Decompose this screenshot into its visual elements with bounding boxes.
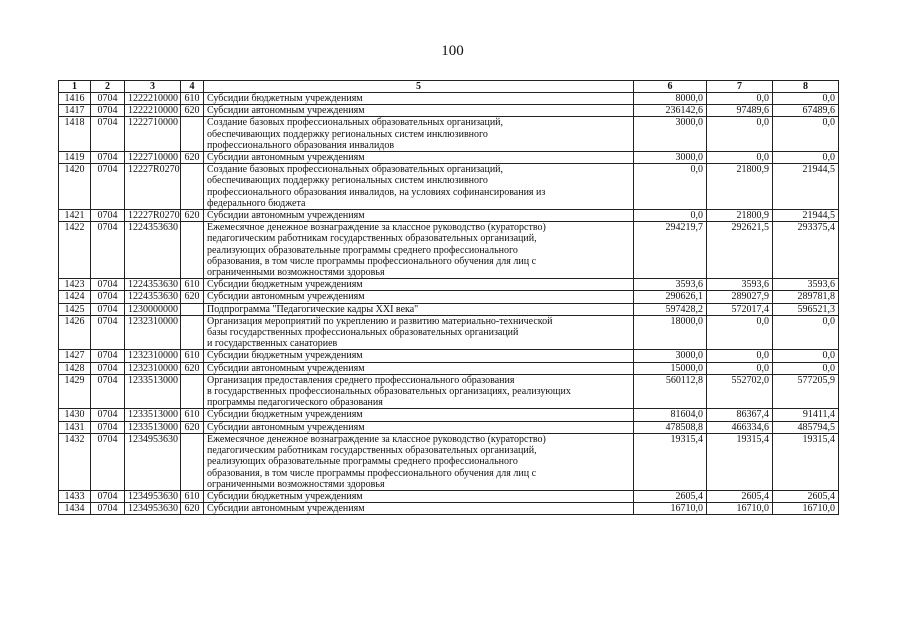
item-name-cell (204, 291, 634, 303)
amount-col-6-cell: 236142,6 (634, 105, 707, 117)
amount-col-8-cell: 0,0 (773, 362, 839, 374)
item-name-line: педагогическим работникам государственных образовательных организаций, (207, 233, 537, 245)
amount-col-7-cell: 0,0 (707, 93, 773, 105)
table-row (59, 210, 839, 222)
item-name-cell (204, 303, 634, 315)
item-name-line: Организация предоставления среднего профессионального образования (207, 374, 515, 386)
amount-col-7-cell: 86367,4 (707, 409, 773, 421)
target-code-cell: 1232310000 (125, 315, 181, 350)
target-code-cell: 1222210000 (125, 105, 181, 117)
amount-col-7-cell: 466334,6 (707, 421, 773, 433)
expense-type-cell: 610 (181, 409, 204, 421)
item-name-line: Создание базовых профессиональных образовательных организаций, (207, 117, 504, 129)
amount-col-8-cell: 19315,4 (773, 433, 839, 490)
item-name-line: профессионального образования инвалидов, на условиях софинансирования из (207, 186, 546, 198)
item-name-cell (204, 279, 634, 291)
item-name-line: реализующих образовательные программы среднего профессионального (207, 456, 518, 468)
item-name-line: Ежемесячное денежное вознаграждение за классное руководство (кураторство) (207, 222, 546, 234)
amount-col-8-cell: 21944,5 (773, 210, 839, 222)
row-number-cell: 1421 (59, 210, 91, 222)
amount-col-8-cell: 21944,5 (773, 164, 839, 210)
amount-col-8-cell: 485794,5 (773, 421, 839, 433)
amount-col-8-cell: 0,0 (773, 152, 839, 164)
target-code-cell: 1222710000 (125, 152, 181, 164)
amount-col-8-cell: 0,0 (773, 117, 839, 152)
amount-col-6-cell: 294219,7 (634, 222, 707, 279)
expense-type-cell (181, 117, 204, 152)
target-code-cell: 1233513000 (125, 374, 181, 409)
section-code-cell: 0704 (91, 164, 125, 210)
row-number-cell: 1416 (59, 93, 91, 105)
amount-col-8-cell: 3593,6 (773, 279, 839, 291)
table-row (59, 315, 839, 350)
amount-col-7-cell: 21800,9 (707, 210, 773, 222)
expense-type-cell: 620 (181, 503, 204, 515)
amount-col-6-cell: 3000,0 (634, 350, 707, 362)
row-number-cell: 1417 (59, 105, 91, 117)
target-code-cell: 1234953630 (125, 433, 181, 490)
amount-col-8-cell: 0,0 (773, 350, 839, 362)
item-name-cell (204, 152, 634, 164)
amount-col-6-cell: 0,0 (634, 210, 707, 222)
amount-col-8-cell: 0,0 (773, 93, 839, 105)
row-number-cell: 1428 (59, 362, 91, 374)
item-name-line: педагогическим работникам государственных образовательных организаций, (207, 445, 537, 457)
target-code-cell: 1224353630 (125, 291, 181, 303)
section-code-cell: 0704 (91, 490, 125, 502)
amount-col-6-cell: 560112,8 (634, 374, 707, 409)
item-name-line: Субсидии бюджетным учреждениям (207, 409, 363, 421)
item-name-cell (204, 490, 634, 502)
section-code-cell: 0704 (91, 350, 125, 362)
item-name-cell (204, 222, 634, 279)
amount-col-8-cell: 596521,3 (773, 303, 839, 315)
row-number-cell: 1424 (59, 291, 91, 303)
section-code-cell: 0704 (91, 421, 125, 433)
target-code-cell: 12227R0270 (125, 210, 181, 222)
item-name-line: Субсидии автономным учреждениям (207, 362, 365, 374)
item-name-line: Субсидии автономным учреждениям (207, 105, 365, 117)
item-name-cell (204, 350, 634, 362)
expense-type-cell: 610 (181, 93, 204, 105)
budget-table (58, 80, 839, 515)
section-code-cell: 0704 (91, 433, 125, 490)
item-name-line: Подпрограмма "Педагогические кадры XXI века" (207, 303, 419, 315)
item-name-cell (204, 93, 634, 105)
amount-col-6-cell: 3000,0 (634, 117, 707, 152)
amount-col-7-cell: 21800,9 (707, 164, 773, 210)
item-name-line: профессионального образования инвалидов (207, 139, 395, 151)
item-name-line: Субсидии автономным учреждениям (207, 210, 365, 222)
table-row (59, 362, 839, 374)
amount-col-8-cell: 0,0 (773, 315, 839, 350)
amount-col-8-cell: 293375,4 (773, 222, 839, 279)
item-name-line: федерального бюджета (207, 197, 306, 209)
row-number-cell: 1432 (59, 433, 91, 490)
amount-col-7-cell: 97489,6 (707, 105, 773, 117)
item-name-line: и государственных санаториев (207, 338, 338, 350)
target-code-cell: 1224353630 (125, 279, 181, 291)
amount-col-7-cell: 0,0 (707, 315, 773, 350)
target-code-cell: 12227R0270 (125, 164, 181, 210)
amount-col-7-cell: 0,0 (707, 117, 773, 152)
section-code-cell: 0704 (91, 374, 125, 409)
section-code-cell: 0704 (91, 105, 125, 117)
row-number-cell: 1427 (59, 350, 91, 362)
item-name-line: Субсидии бюджетным учреждениям (207, 279, 363, 291)
row-number-cell: 1426 (59, 315, 91, 350)
header-row (59, 81, 839, 93)
amount-col-8-cell: 16710,0 (773, 503, 839, 515)
amount-col-6-cell: 15000,0 (634, 362, 707, 374)
section-code-cell: 0704 (91, 152, 125, 164)
section-code-cell: 0704 (91, 117, 125, 152)
amount-col-6-cell: 8000,0 (634, 93, 707, 105)
item-name-line: Субсидии бюджетным учреждениям (207, 93, 363, 104)
item-name-line: базы государственных профессиональных образовательных организаций (207, 327, 519, 339)
amount-col-8-cell: 577205,9 (773, 374, 839, 409)
amount-col-6-cell: 18000,0 (634, 315, 707, 350)
header-col-6: 6 (634, 81, 707, 93)
table-body (59, 93, 839, 515)
page-number: 100 (441, 43, 464, 59)
item-name-cell (204, 164, 634, 210)
item-name-cell (204, 105, 634, 117)
target-code-cell: 1222710000 (125, 117, 181, 152)
amount-col-7-cell: 292621,5 (707, 222, 773, 279)
target-code-cell: 1234953630 (125, 490, 181, 502)
amount-col-6-cell: 597428,2 (634, 303, 707, 315)
table-row (59, 105, 839, 117)
item-name-cell (204, 315, 634, 350)
item-name-line: обеспечивающих поддержку региональных систем инклюзивного (207, 128, 488, 140)
item-name-line: ограниченными возможностями здоровья (207, 267, 385, 279)
section-code-cell: 0704 (91, 503, 125, 515)
expense-type-cell: 610 (181, 350, 204, 362)
expense-type-cell (181, 433, 204, 490)
item-name-line: Субсидии автономным учреждениям (207, 152, 365, 164)
item-name-cell (204, 362, 634, 374)
item-name-cell (204, 433, 634, 490)
expense-type-cell: 620 (181, 105, 204, 117)
item-name-line: образования, в том числе программы профессионального обучения для лиц с (207, 467, 537, 479)
row-number-cell: 1431 (59, 421, 91, 433)
amount-col-6-cell: 3593,6 (634, 279, 707, 291)
item-name-line: Субсидии автономным учреждениям (207, 291, 365, 303)
section-code-cell: 0704 (91, 222, 125, 279)
table-row (59, 164, 839, 210)
amount-col-8-cell: 67489,6 (773, 105, 839, 117)
row-number-cell: 1420 (59, 164, 91, 210)
item-name-line: ограниченными возможностями здоровья (207, 478, 385, 490)
table-row (59, 303, 839, 315)
target-code-cell: 1232310000 (125, 350, 181, 362)
table-row (59, 117, 839, 152)
amount-col-8-cell: 289781,8 (773, 291, 839, 303)
amount-col-7-cell: 572017,4 (707, 303, 773, 315)
table-row (59, 421, 839, 433)
amount-col-7-cell: 0,0 (707, 350, 773, 362)
row-number-cell: 1430 (59, 409, 91, 421)
amount-col-7-cell: 2605,4 (707, 490, 773, 502)
section-code-cell: 0704 (91, 291, 125, 303)
section-code-cell: 0704 (91, 315, 125, 350)
amount-col-8-cell: 91411,4 (773, 409, 839, 421)
expense-type-cell (181, 303, 204, 315)
item-name-line: Субсидии бюджетным учреждениям (207, 490, 363, 502)
row-number-cell: 1423 (59, 279, 91, 291)
row-number-cell: 1429 (59, 374, 91, 409)
expense-type-cell (181, 222, 204, 279)
target-code-cell: 1233513000 (125, 409, 181, 421)
amount-col-7-cell: 16710,0 (707, 503, 773, 515)
row-number-cell: 1419 (59, 152, 91, 164)
item-name-cell (204, 374, 634, 409)
amount-col-8-cell: 2605,4 (773, 490, 839, 502)
header-col-8: 8 (773, 81, 839, 93)
header-col-7: 7 (707, 81, 773, 93)
item-name-cell (204, 421, 634, 433)
item-name-line: в государственных профессиональных образовательных организациях, реализующих (207, 386, 571, 398)
row-number-cell: 1418 (59, 117, 91, 152)
header-col-4: 4 (181, 81, 204, 93)
amount-col-6-cell: 16710,0 (634, 503, 707, 515)
target-code-cell: 1234953630 (125, 503, 181, 515)
expense-type-cell (181, 315, 204, 350)
expense-type-cell (181, 374, 204, 409)
amount-col-6-cell: 478508,8 (634, 421, 707, 433)
amount-col-7-cell: 0,0 (707, 152, 773, 164)
section-code-cell: 0704 (91, 362, 125, 374)
table-row (59, 409, 839, 421)
amount-col-6-cell: 19315,4 (634, 433, 707, 490)
expense-type-cell: 620 (181, 421, 204, 433)
table-row (59, 291, 839, 303)
item-name-line: Организация мероприятий по укреплению и развитию материально-технической (207, 315, 553, 327)
target-code-cell: 1230000000 (125, 303, 181, 315)
amount-col-7-cell: 552702,0 (707, 374, 773, 409)
table-row (59, 350, 839, 362)
item-name-line: Субсидии автономным учреждениям (207, 421, 365, 433)
expense-type-cell: 620 (181, 210, 204, 222)
header-col-5: 5 (204, 81, 634, 93)
amount-col-7-cell: 3593,6 (707, 279, 773, 291)
item-name-line: Создание базовых профессиональных образовательных организаций, (207, 164, 504, 176)
item-name-cell (204, 503, 634, 515)
target-code-cell: 1233513000 (125, 421, 181, 433)
table-row (59, 433, 839, 490)
table-row (59, 503, 839, 515)
table-row (59, 222, 839, 279)
item-name-line: образования, в том числе программы профессионального обучения для лиц с (207, 255, 537, 267)
target-code-cell: 1222210000 (125, 93, 181, 105)
item-name-line: Ежемесячное денежное вознаграждение за классное руководство (кураторство) (207, 433, 546, 445)
amount-col-6-cell: 290626,1 (634, 291, 707, 303)
section-code-cell: 0704 (91, 93, 125, 105)
table-row (59, 374, 839, 409)
section-code-cell: 0704 (91, 303, 125, 315)
amount-col-6-cell: 2605,4 (634, 490, 707, 502)
target-code-cell: 1232310000 (125, 362, 181, 374)
section-code-cell: 0704 (91, 279, 125, 291)
expense-type-cell: 620 (181, 152, 204, 164)
header-col-2: 2 (91, 81, 125, 93)
header-col-1: 1 (59, 81, 91, 93)
table-row (59, 93, 839, 105)
table-row (59, 490, 839, 502)
table-row (59, 279, 839, 291)
expense-type-cell: 610 (181, 279, 204, 291)
row-number-cell: 1433 (59, 490, 91, 502)
expense-type-cell: 620 (181, 362, 204, 374)
item-name-line: обеспечивающих поддержку региональных систем инклюзивного (207, 175, 488, 187)
amount-col-7-cell: 289027,9 (707, 291, 773, 303)
amount-col-6-cell: 0,0 (634, 164, 707, 210)
section-code-cell: 0704 (91, 210, 125, 222)
amount-col-6-cell: 81604,0 (634, 409, 707, 421)
expense-type-cell: 610 (181, 490, 204, 502)
item-name-cell (204, 117, 634, 152)
header-col-3: 3 (125, 81, 181, 93)
row-number-cell: 1434 (59, 503, 91, 515)
section-code-cell: 0704 (91, 409, 125, 421)
target-code-cell: 1224353630 (125, 222, 181, 279)
item-name-line: Субсидии автономным учреждениям (207, 503, 365, 515)
expense-type-cell (181, 164, 204, 210)
amount-col-6-cell: 3000,0 (634, 152, 707, 164)
row-number-cell: 1422 (59, 222, 91, 279)
item-name-cell (204, 409, 634, 421)
item-name-cell (204, 210, 634, 222)
row-number-cell: 1425 (59, 303, 91, 315)
table-row (59, 152, 839, 164)
amount-col-7-cell: 19315,4 (707, 433, 773, 490)
item-name-line: реализующих образовательные программы среднего профессионального (207, 244, 518, 256)
item-name-line: Субсидии бюджетным учреждениям (207, 350, 363, 362)
expense-type-cell: 620 (181, 291, 204, 303)
amount-col-7-cell: 0,0 (707, 362, 773, 374)
item-name-line: программы педагогического образования (207, 397, 383, 409)
